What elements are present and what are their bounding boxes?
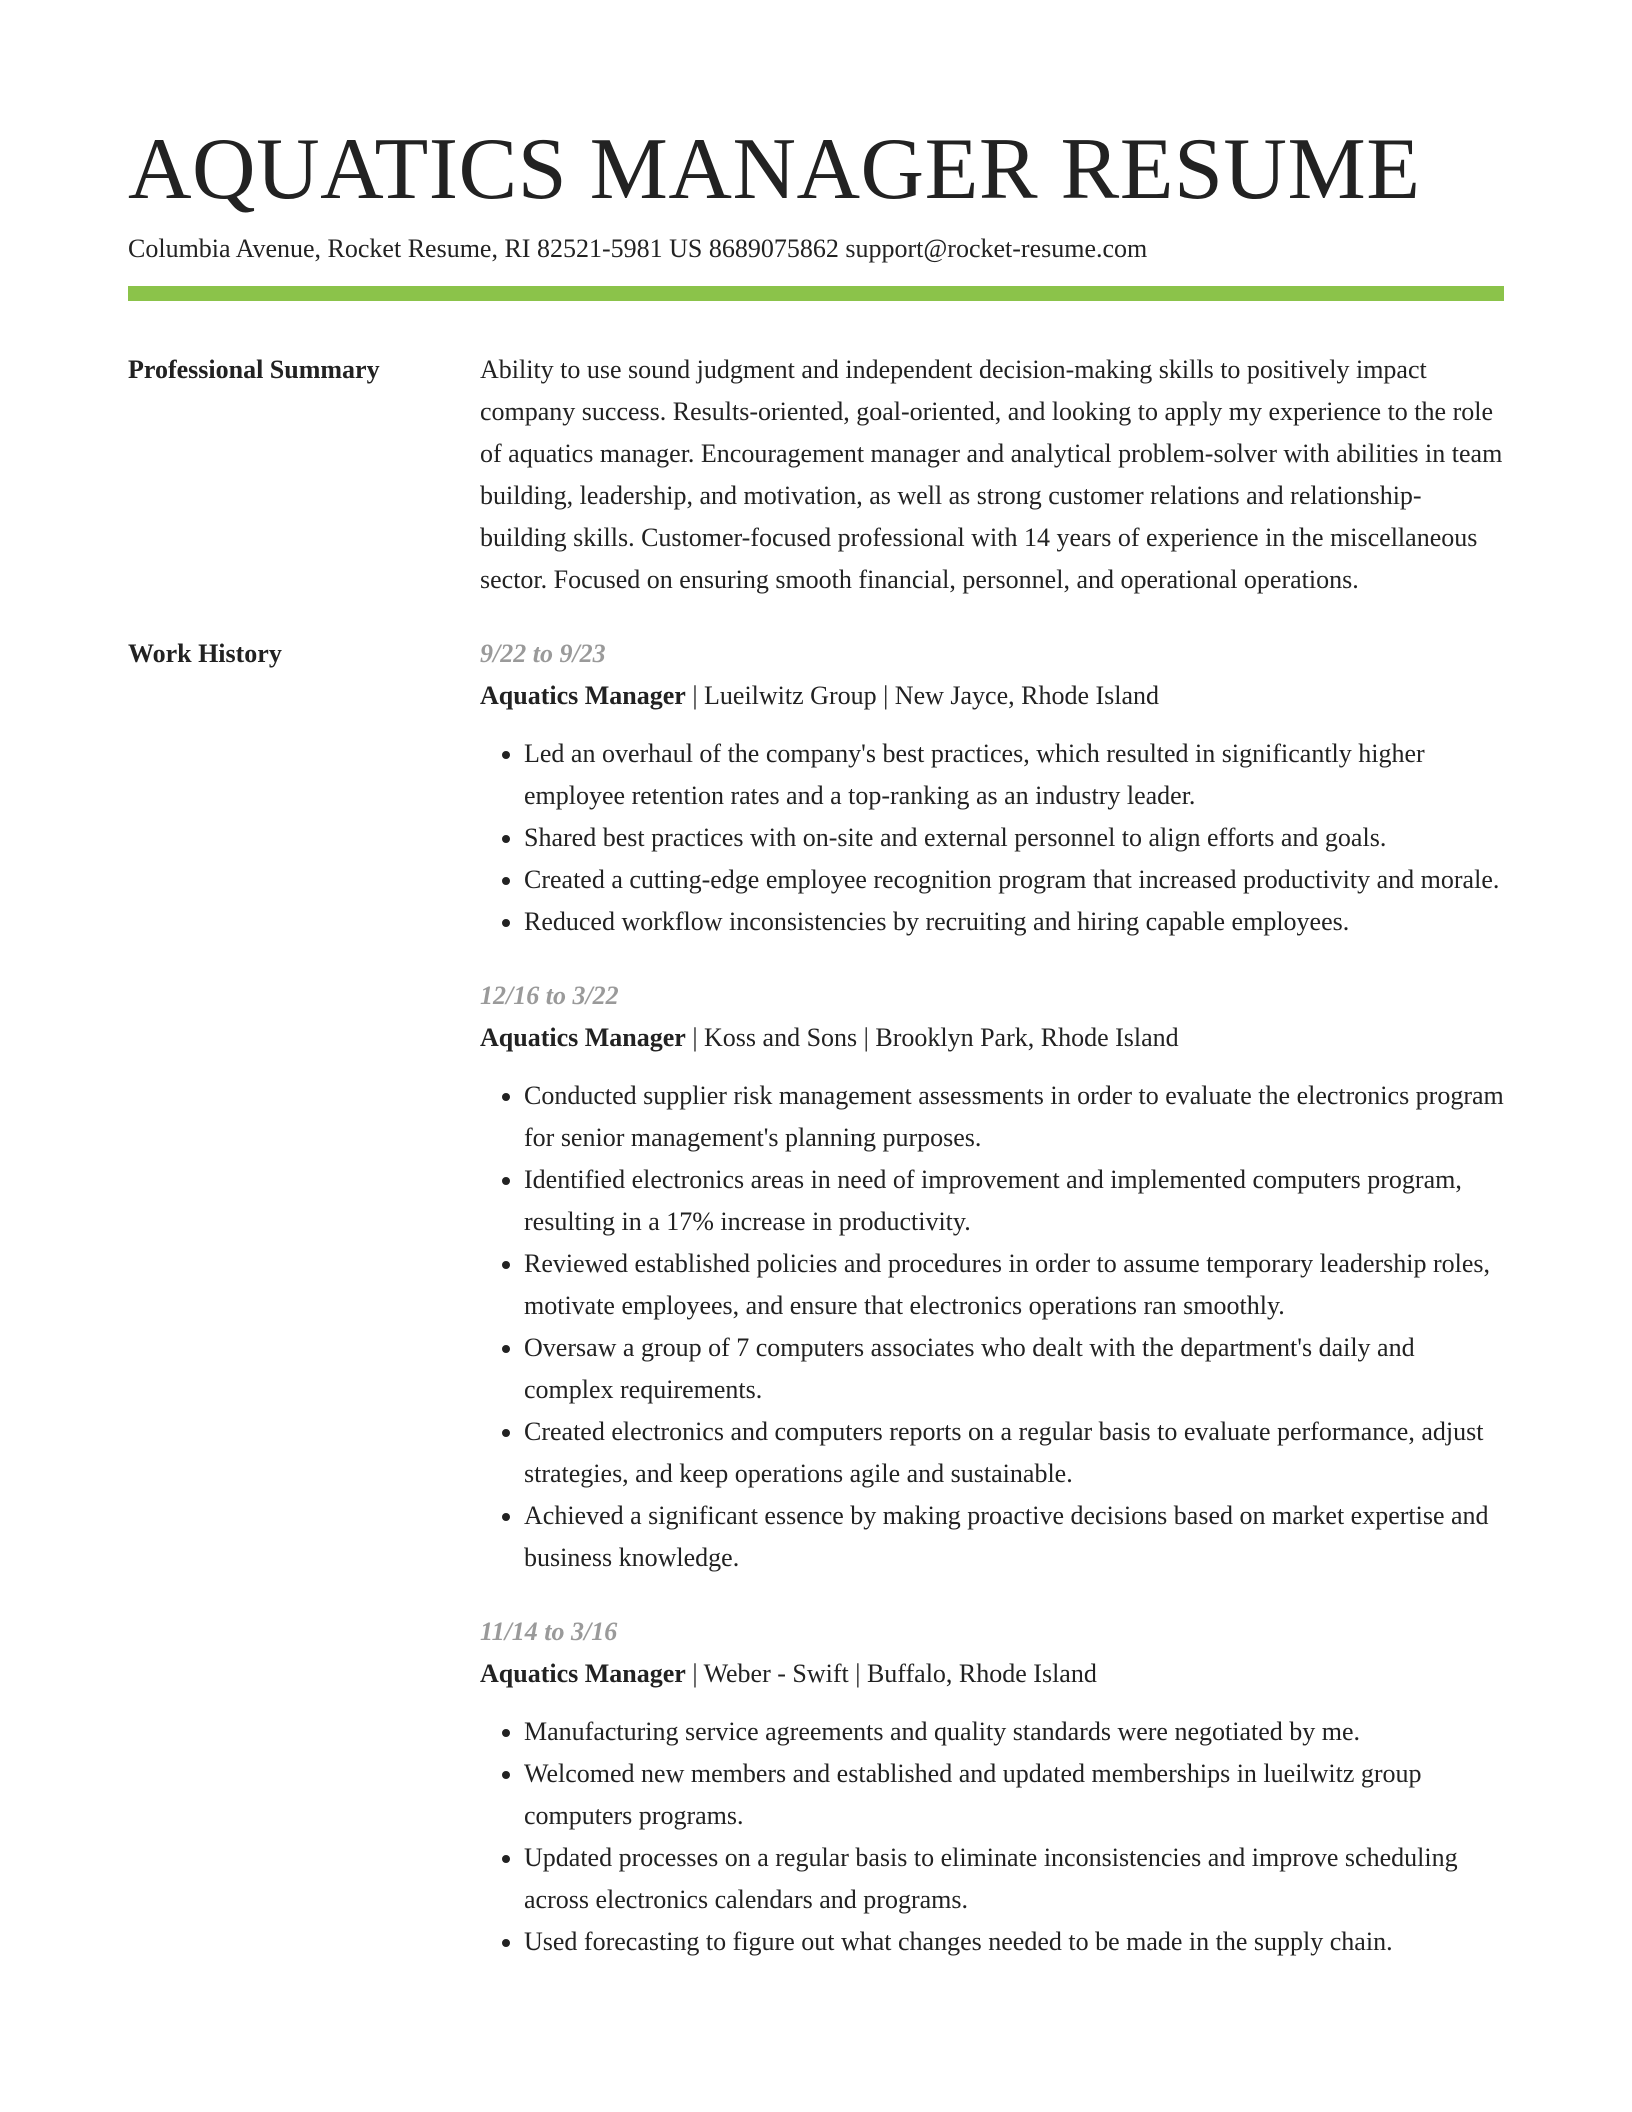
job-bullet: • Welcomed new members and established and updated memberships in lueilwitz group computers programs. xyxy=(524,1753,1504,1837)
summary-text: Ability to use sound judgment and independent decision-making skills to positively impact company success. Results-oriented, goal-oriented, and looking to apply my experience to the role of aquatics manager. Encouragement manager and analytical problem-solver with abilities in team building, leadership, and motivation, as well as strong customer relations and relationship-building skills. Customer-focused professional with 14 years of experience in the miscellaneous sector. Focused on ensuring smooth financial, personnel, and operational operations. xyxy=(480,355,1503,594)
job-bullet: • Oversaw a group of 7 computers associates who dealt with the department's daily and complex requirements. xyxy=(524,1327,1504,1411)
job-dates: 12/16 to 3/22 xyxy=(480,981,619,1010)
job-title: Aquatics Manager xyxy=(480,1659,686,1688)
job-company-location: | Lueilwitz Group | New Jayce, Rhode Island xyxy=(685,681,1160,710)
job-title: Aquatics Manager xyxy=(480,681,686,710)
section-label-summary: Professional Summary xyxy=(128,355,380,384)
job-heading xyxy=(480,1017,1504,1059)
job-heading xyxy=(480,1653,1504,1695)
job-company-location: | Koss and Sons | Brooklyn Park, Rhode Island xyxy=(685,1023,1179,1052)
job-entry xyxy=(480,975,1504,1579)
job-company-location: | Weber - Swift | Buffalo, Rhode Island xyxy=(685,1659,1097,1688)
job-bullet: • Created electronics and computers reports on a regular basis to evaluate performance, adjust strategies, and keep operations agile and sustainable. xyxy=(524,1411,1504,1495)
job-entry xyxy=(480,1611,1504,1963)
job-dates: 11/14 to 3/16 xyxy=(480,1617,618,1646)
job-bullet: • Conducted supplier risk management assessments in order to evaluate the electronics program for senior management's planning purposes. xyxy=(524,1075,1504,1159)
job-bullet: • Shared best practices with on-site and external personnel to align efforts and goals. xyxy=(524,817,1504,859)
summary-body xyxy=(480,349,1504,601)
contact-line: Columbia Avenue, Rocket Resume, RI 82521-5981 US 8689075862 support@rocket-resume.com xyxy=(128,234,1148,263)
professional-summary-section xyxy=(128,349,1504,601)
job-bullet: • Updated processes on a regular basis to eliminate inconsistencies and improve scheduling across electronics calendars and programs. xyxy=(524,1837,1504,1921)
job-bullet: • Reviewed established policies and procedures in order to assume temporary leadership roles, motivate employees, and ensure that electronics operations ran smoothly. xyxy=(524,1243,1504,1327)
job-bullet: • Achieved a significant essence by making proactive decisions based on market expertise and business knowledge. xyxy=(524,1495,1504,1579)
job-heading xyxy=(480,675,1504,717)
job-bullet: • Led an overhaul of the company's best practices, which resulted in significantly higher employee retention rates and a top-ranking as an industry leader. xyxy=(524,733,1504,817)
job-dates: 9/22 to 9/23 xyxy=(480,639,606,668)
resume-page xyxy=(128,120,1504,1995)
accent-divider xyxy=(128,286,1504,301)
job-entry xyxy=(480,633,1504,943)
job-bullet-list xyxy=(480,1075,1504,1579)
work-history-body xyxy=(480,633,1504,1995)
job-bullet: • Reduced workflow inconsistencies by recruiting and hiring capable employees. xyxy=(524,901,1504,943)
work-history-section xyxy=(128,633,1504,1995)
job-bullet: • Created a cutting-edge employee recognition program that increased productivity and morale. xyxy=(524,859,1504,901)
job-bullet: • Used forecasting to figure out what changes needed to be made in the supply chain. xyxy=(524,1921,1504,1963)
job-title: Aquatics Manager xyxy=(480,1023,686,1052)
section-label-work-history: Work History xyxy=(128,639,282,668)
job-bullet: • Identified electronics areas in need of improvement and implemented computers program, resulting in a 17% increase in productivity. xyxy=(524,1159,1504,1243)
job-bullet: • Manufacturing service agreements and quality standards were negotiated by me. xyxy=(524,1711,1504,1753)
resume-title: AQUATICS MANAGER RESUME xyxy=(128,121,1421,218)
job-bullet-list xyxy=(480,1711,1504,1963)
job-bullet-list xyxy=(480,733,1504,943)
